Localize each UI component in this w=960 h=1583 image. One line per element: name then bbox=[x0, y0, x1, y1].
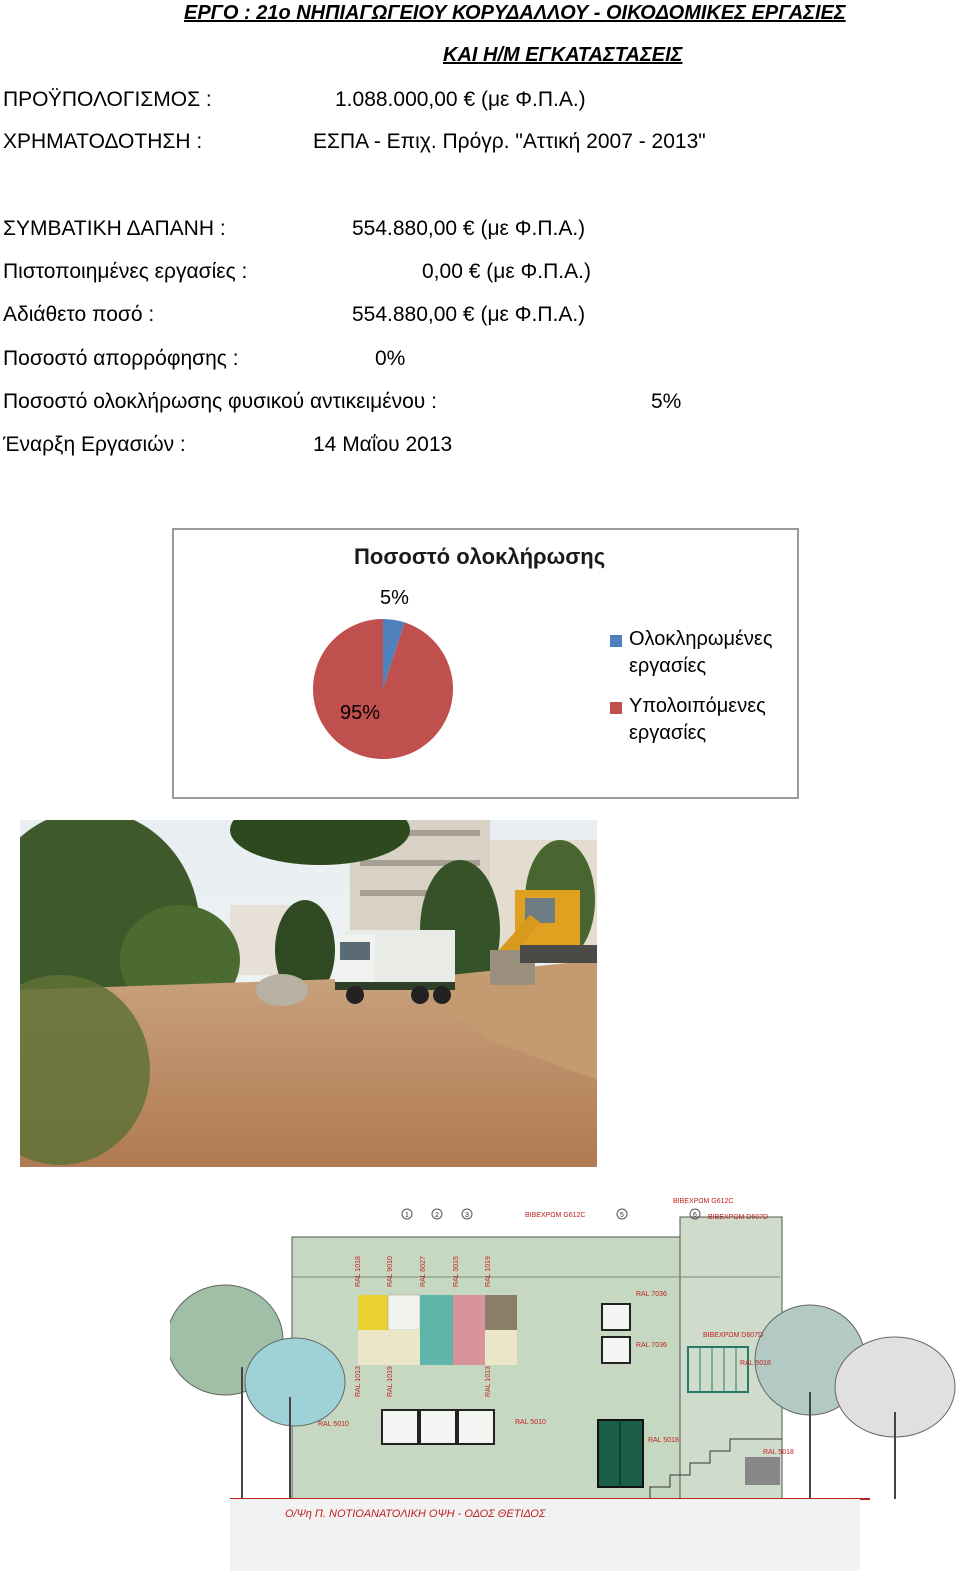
budget-value: 1.088.000,00 € (με Φ.Π.Α.) bbox=[335, 88, 586, 111]
label-vivechrom-3: ΒΙΒΕΧΡΩΜ D607D bbox=[708, 1214, 769, 1221]
certified-value: 0,00 € (με Φ.Π.Α.) bbox=[422, 260, 591, 283]
absorption-label: Ποσοστό απορρόφησης : bbox=[3, 347, 239, 370]
architectural-elevation-drawing bbox=[170, 1192, 957, 1583]
start-value: 14 Μαΐου 2013 bbox=[313, 433, 453, 456]
budget-label: ΠΡΟΫΠΟΛΟΓΙΣΜΟΣ : bbox=[3, 88, 212, 111]
label-ral7036-a: RAL 7036 bbox=[636, 1291, 667, 1298]
contract-label: ΣΥΜΒΑΤΙΚΗ ΔΑΠΑΝΗ : bbox=[3, 217, 226, 240]
label-ral9010: RAL 9010 bbox=[387, 1256, 394, 1287]
pie-label-completed: 5% bbox=[380, 587, 409, 609]
elev-num-5: 5 bbox=[620, 1212, 624, 1219]
elev-num-3: 3 bbox=[465, 1212, 469, 1219]
completion-chart bbox=[172, 528, 799, 799]
label-ral1019: RAL 1019 bbox=[485, 1256, 492, 1287]
title-line-1: ΕΡΓΟ : 21ο ΝΗΠΙΑΓΩΓΕΙΟΥ ΚΟΡΥΔΑΛΛΟΥ - ΟΙΚΟΔΟΜΙΚΕΣ ΕΡΓΑΣΙΕΣ bbox=[184, 2, 846, 24]
legend-swatch-completed bbox=[610, 635, 622, 647]
legend-swatch-remaining bbox=[610, 702, 622, 714]
funding-label: ΧΡΗΜΑΤΟΔΟΤΗΣΗ : bbox=[3, 130, 203, 153]
title-line-2: ΚΑΙ Η/Μ ΕΓΚΑΤΑΣΤΑΣΕΙΣ bbox=[443, 44, 683, 66]
elev-num-6: 6 bbox=[693, 1212, 697, 1219]
label-ral1019-b: RAL 1019 bbox=[387, 1366, 394, 1397]
legend-item-remaining: Υπολοιπόμενες εργασίες bbox=[629, 695, 766, 744]
elev-num-2: 2 bbox=[435, 1212, 439, 1219]
label-ral5010-a: RAL 5010 bbox=[318, 1421, 349, 1428]
label-ral1013-a: RAL 1013 bbox=[355, 1366, 362, 1397]
start-label: Έναρξη Εργασιών : bbox=[3, 433, 186, 456]
completion-value: 5% bbox=[651, 390, 682, 413]
label-vivechrom-4: ΒΙΒΕΧΡΩΜ D607D bbox=[703, 1332, 764, 1339]
label-vivechrom-1: ΒΙΒΕΧΡΩΜ G612C bbox=[525, 1212, 586, 1219]
unused-label: Αδιάθετο ποσό : bbox=[3, 303, 155, 326]
certified-label: Πιστοποιημένες εργασίες : bbox=[3, 260, 248, 283]
funding-value: ΕΣΠΑ - Επιχ. Πρόγρ. "Αττική 2007 - 2013" bbox=[313, 130, 706, 153]
label-ral5018-b: RAL 5018 bbox=[648, 1437, 679, 1444]
label-ral1018: RAL 1018 bbox=[355, 1256, 362, 1287]
drawing-caption: Ο/Ψη Π. ΝΟΤΙΟΑΝΑΤΟΛΙΚΗ ΟΨΗ - ΟΔΟΣ ΘΕΤΙΔΟΣ bbox=[285, 1508, 546, 1520]
label-ral3015: RAL 3015 bbox=[453, 1256, 460, 1287]
completion-label: Ποσοστό ολοκλήρωσης φυσικού αντικειμένου : bbox=[3, 390, 437, 413]
label-vivechrom-2: ΒΙΒΕΧΡΩΜ G612C bbox=[673, 1198, 734, 1205]
label-ral7036-b: RAL 7036 bbox=[636, 1342, 667, 1349]
absorption-value: 0% bbox=[375, 347, 406, 370]
label-ral6027: RAL 6027 bbox=[420, 1256, 427, 1287]
construction-site-photo bbox=[20, 820, 597, 1167]
label-ral5018-c: RAL 5018 bbox=[763, 1449, 794, 1456]
label-ral5018-a: RAL 5018 bbox=[740, 1360, 771, 1367]
label-ral5010-b: RAL 5010 bbox=[515, 1419, 546, 1426]
contract-value: 554.880,00 € (με Φ.Π.Α.) bbox=[352, 217, 586, 240]
label-ral1013-b: RAL 1013 bbox=[485, 1366, 492, 1397]
elev-num-1: 1 bbox=[405, 1212, 409, 1219]
legend-item-completed: Ολοκληρωμένες εργασίες bbox=[629, 628, 773, 677]
pie-label-remaining: 95% bbox=[340, 702, 381, 724]
chart-title: Ποσοστό ολοκλήρωσης bbox=[354, 544, 606, 569]
unused-value: 554.880,00 € (με Φ.Π.Α.) bbox=[352, 303, 586, 326]
